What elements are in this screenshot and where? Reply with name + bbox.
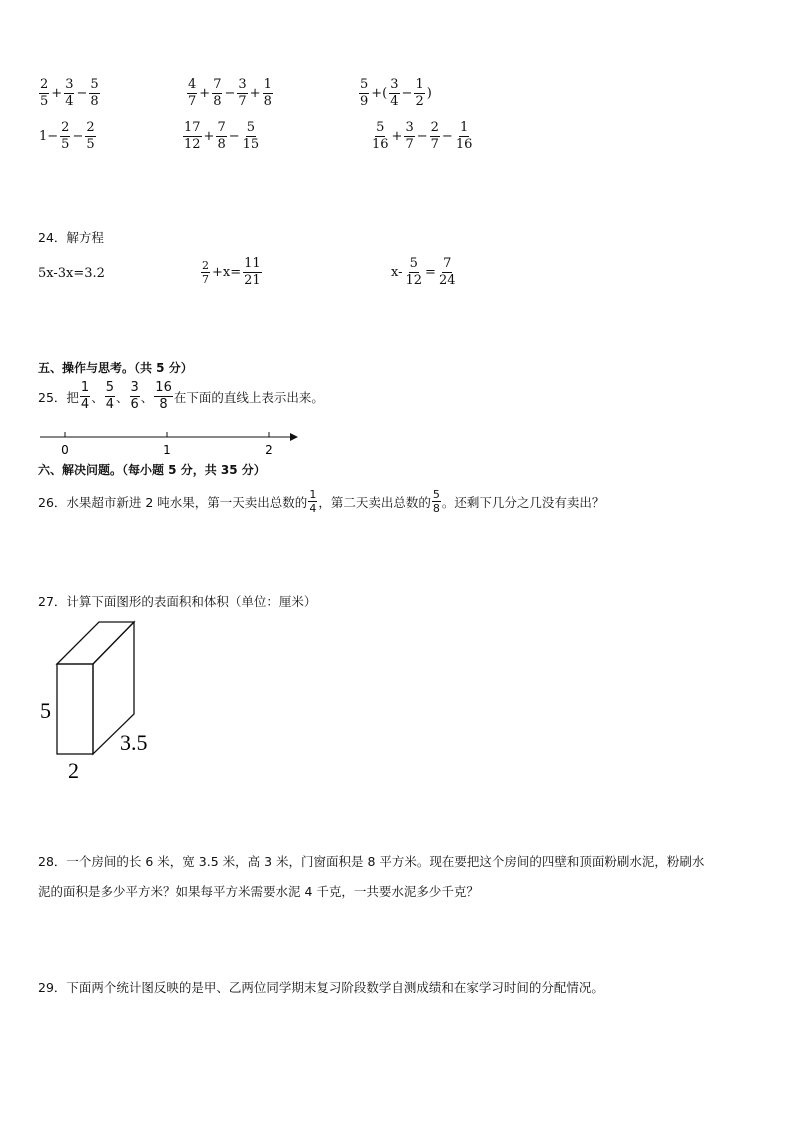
numerator: 3 bbox=[390, 77, 399, 92]
calc-expression-5 bbox=[182, 120, 261, 153]
denominator: 24 bbox=[438, 273, 456, 288]
operator: + bbox=[51, 86, 63, 101]
denominator: 4 bbox=[65, 94, 74, 109]
denominator: 15 bbox=[242, 137, 260, 152]
denominator: 16 bbox=[372, 137, 389, 152]
numerator: 3 bbox=[65, 77, 74, 92]
denominator: 7 bbox=[188, 94, 197, 109]
q26-text bbox=[38, 488, 604, 515]
tick-label-0: 0 bbox=[61, 443, 69, 457]
numerator: 5 bbox=[246, 120, 256, 135]
numerator: 3 bbox=[405, 120, 414, 135]
numerator: 17 bbox=[184, 120, 201, 135]
operator: + bbox=[199, 86, 211, 101]
calc-expression-6 bbox=[370, 120, 474, 153]
q26-part-b: ，第二天卖出总数的 bbox=[318, 494, 431, 510]
denominator: 5 bbox=[40, 94, 49, 109]
separator: 、 bbox=[115, 389, 129, 405]
denominator: 5 bbox=[86, 137, 95, 152]
denominator: 21 bbox=[244, 273, 261, 288]
cuboid-top-face bbox=[57, 622, 134, 664]
operator: − bbox=[76, 86, 88, 101]
equation-3 bbox=[390, 256, 458, 289]
denominator: 8 bbox=[432, 502, 440, 515]
calc-expression-4 bbox=[38, 120, 97, 153]
numerator: 5 bbox=[432, 488, 440, 501]
operator: + bbox=[203, 129, 215, 144]
calc-expression-1 bbox=[38, 77, 101, 110]
denominator: 12 bbox=[184, 137, 201, 152]
denominator: 8 bbox=[90, 94, 99, 109]
equation-lead: x- bbox=[391, 265, 403, 280]
separator: 、 bbox=[140, 389, 154, 405]
numerator: 5 bbox=[105, 380, 114, 395]
numerator: 1 bbox=[309, 488, 317, 501]
height-label: 5 bbox=[40, 698, 51, 723]
q26-part-a: 26．水果超市新进 2 吨水果，第一天卖出总数的 bbox=[38, 494, 308, 510]
denominator: 6 bbox=[130, 397, 139, 412]
section-5-heading: 五、操作与思考。（共 5 分） bbox=[38, 361, 193, 375]
denominator: 4 bbox=[309, 502, 317, 515]
numerator: 2 bbox=[86, 120, 95, 135]
equals-sign: = bbox=[425, 265, 436, 280]
denominator: 4 bbox=[105, 397, 114, 412]
q28-line-1: 28．一个房间的长 6 米，宽 3.5 米，高 3 米，门窗面积是 8 平方米。现在要把这个房间的四壁和顶面粉刷水泥，粉刷水 bbox=[38, 854, 705, 869]
equation-middle: +x= bbox=[212, 265, 242, 280]
numerator: 5 bbox=[90, 77, 99, 92]
denominator: 8 bbox=[159, 397, 168, 412]
denominator: 4 bbox=[80, 397, 90, 412]
denominator: 12 bbox=[405, 273, 423, 288]
q26-part-c: 。还剩下几分之几没有卖出？ bbox=[441, 494, 605, 510]
denominator: 8 bbox=[213, 94, 222, 109]
numerator: 1 bbox=[459, 120, 469, 135]
numerator: 5 bbox=[409, 256, 418, 271]
operator: − bbox=[72, 129, 84, 144]
tick-label-1: 1 bbox=[163, 443, 171, 457]
q29-text: 29．下面两个统计图反映的是甲、乙两位同学期末复习阶段数学自测成绩和在家学习时间的分配情况。 bbox=[38, 980, 604, 995]
operator: − bbox=[401, 86, 413, 101]
denominator: 16 bbox=[455, 137, 473, 152]
operator: +( bbox=[371, 86, 388, 101]
close-paren: ) bbox=[426, 86, 432, 101]
denominator: 9 bbox=[360, 94, 369, 109]
numerator: 2 bbox=[202, 259, 209, 272]
calc-expression-3 bbox=[358, 77, 433, 110]
section-6-heading: 六、解决问题。（每小题 5 分，共 35 分） bbox=[38, 463, 266, 477]
cuboid-figure bbox=[36, 618, 166, 784]
numerator: 1 bbox=[80, 380, 90, 395]
denominator: 7 bbox=[430, 137, 439, 152]
cuboid-front-face bbox=[57, 664, 93, 754]
operator: 1− bbox=[39, 129, 59, 144]
arrow-head-icon bbox=[290, 433, 298, 441]
numerator: 2 bbox=[61, 120, 70, 135]
q25-suffix: 在下面的直线上表示出来。 bbox=[173, 389, 324, 405]
numerator: 5 bbox=[360, 77, 369, 92]
numerator: 5 bbox=[376, 120, 385, 135]
calc-expression-2 bbox=[186, 77, 274, 110]
q24-title: 24．解方程 bbox=[38, 230, 104, 245]
numerator: 3 bbox=[238, 77, 247, 92]
operator: − bbox=[228, 129, 240, 144]
numerator: 2 bbox=[40, 77, 49, 92]
width-label: 2 bbox=[68, 758, 79, 783]
numerator: 2 bbox=[430, 120, 439, 135]
numerator: 7 bbox=[217, 120, 226, 135]
operator: − bbox=[416, 129, 428, 144]
q25-text bbox=[38, 380, 324, 413]
numerator: 11 bbox=[244, 256, 261, 271]
denominator: 5 bbox=[61, 137, 70, 152]
equation-2 bbox=[200, 256, 263, 289]
numerator: 7 bbox=[213, 77, 222, 92]
numerator: 4 bbox=[188, 77, 197, 92]
operator: − bbox=[224, 86, 236, 101]
numerator: 3 bbox=[130, 380, 139, 395]
q28-line-2: 泥的面积是多少平方米？如果每平方米需要水泥 4 千克，一共要水泥多少千克？ bbox=[38, 884, 479, 899]
denominator: 8 bbox=[263, 94, 272, 109]
q27-text: 27．计算下面图形的表面积和体积（单位：厘米） bbox=[38, 594, 317, 609]
operator: + bbox=[391, 129, 403, 144]
numerator: 16 bbox=[155, 380, 172, 395]
depth-label: 3.5 bbox=[120, 730, 148, 755]
denominator: 2 bbox=[415, 94, 424, 109]
tick-label-2: 2 bbox=[265, 443, 273, 457]
numerator: 7 bbox=[443, 256, 452, 271]
q25-prefix: 25．把 bbox=[38, 389, 79, 405]
number-line bbox=[38, 426, 300, 460]
denominator: 4 bbox=[390, 94, 399, 109]
denominator: 7 bbox=[238, 94, 247, 109]
denominator: 8 bbox=[217, 137, 226, 152]
numerator: 1 bbox=[263, 77, 272, 92]
separator: 、 bbox=[91, 389, 104, 405]
numerator: 1 bbox=[415, 77, 424, 92]
operator: + bbox=[249, 86, 261, 101]
denominator: 7 bbox=[202, 273, 209, 286]
denominator: 7 bbox=[405, 137, 414, 152]
operator: − bbox=[441, 129, 453, 144]
equation-1: 5x-3x=3.2 bbox=[38, 266, 105, 281]
